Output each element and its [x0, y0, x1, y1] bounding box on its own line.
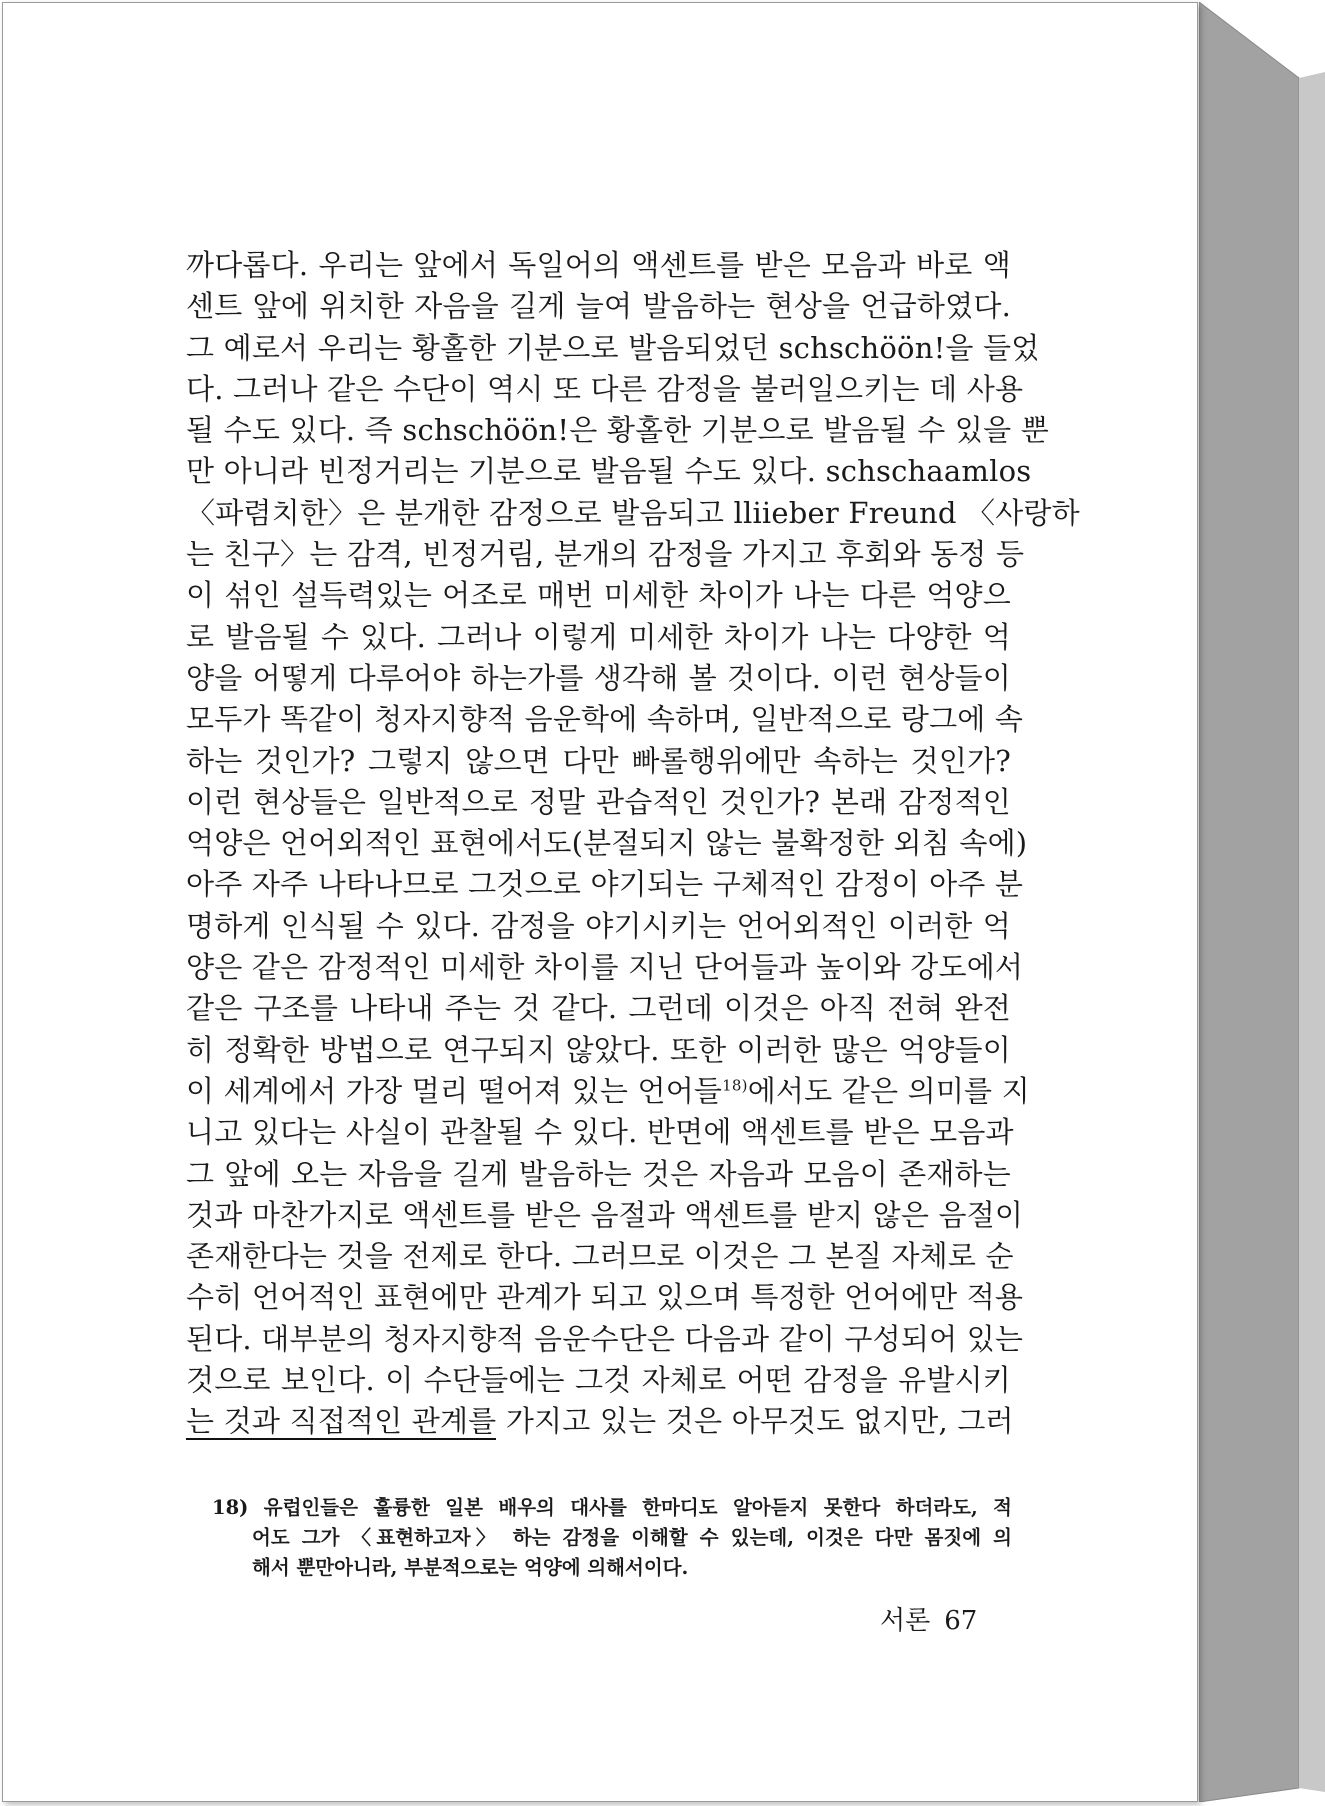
text-line: 것과 마찬가지로 액센트를 받은 음절과 액센트를 받지 않은 음절이: [186, 1197, 1024, 1232]
text-fragment: 에서도 같은 의미를 지: [747, 1073, 1030, 1108]
footnote-reference[interactable]: 18): [722, 1076, 748, 1095]
text-line: 명하게 인식될 수 있다. 감정을 야기시키는 언어외적인 이러한 억: [186, 908, 1011, 943]
footnote-marker: 18): [212, 1496, 249, 1519]
text-line: 것으로 보인다. 이 수단들에는 그것 자체로 어떤 감정을 유발시키: [186, 1363, 1011, 1398]
text-line: 양은 같은 감정적인 미세한 차이를 지닌 단어들과 높이와 강도에서: [186, 950, 1024, 985]
text-line: 다. 그러나 같은 수단이 역시 또 다른 감정을 불러일으키는 데 사용: [186, 371, 1024, 406]
text-line: 억양은 언어외적인 표현에서도(분절되지 않는 불확정한 외침 속에): [186, 826, 1028, 861]
footnote-line: 어도 그가 〈표현하고자〉 하는 감정을 이해할 수 있는데, 이것은 다만 몸짓에 의: [252, 1526, 1012, 1549]
text-line: 된다. 대부분의 청자지향적 음운수단은 다음과 같이 구성되어 있는: [186, 1321, 1024, 1356]
text-line: 아주 자주 나타나므로 그것으로 야기되는 구체적인 감정이 아주 분: [186, 867, 1024, 902]
underlined-phrase: 는 것과 직접적인 관계를: [186, 1404, 497, 1439]
text-line: 만 아니라 빈정거리는 기분으로 발음될 수도 있다. schschaamlos: [186, 454, 1032, 489]
text-line: 될 수도 있다. 즉 schschöön!은 황홀한 기분으로 발음될 수 있을 뿐: [186, 413, 1049, 448]
text-line: 존재한다는 것을 전제로 한다. 그러므로 이것은 그 본질 자체로 순: [186, 1239, 1014, 1274]
footnote-line: 해서 뿐만아니라, 부분적으로는 억양에 의해서이다.: [252, 1556, 689, 1579]
text-line: 같은 구조를 나타내 주는 것 같다. 그런데 이것은 아직 전혀 완전: [186, 991, 1011, 1026]
body-text: [186, 245, 1080, 1443]
text-line: 양을 어떻게 다루어야 하는가를 생각해 볼 것이다. 이런 현상들이: [186, 660, 1011, 695]
footnote: [212, 1493, 1012, 1583]
section-name: 서론: [880, 1606, 931, 1636]
footnote-text: 유럽인들은 훌륭한 일본 배우의 대사를 한마디도 알아듣지 못한다 하더라도, 적: [263, 1496, 1012, 1519]
text-line: 히 정확한 방법으로 연구되지 않았다. 또한 이러한 많은 억양들이: [186, 1032, 1011, 1067]
page-footer: [880, 1600, 977, 1637]
text-line: 수히 언어적인 표현에만 관계가 되고 있으며 특정한 언어에만 적용: [186, 1280, 1024, 1315]
text-line: 하는 것인가? 그렇지 않으면 다만 빠롤행위에만 속하는 것인가?: [186, 743, 1011, 778]
text-line: 〈파렴치한〉은 분개한 감정으로 발음되고 lliieber Freund 〈사랑하: [186, 495, 1080, 530]
page-number: 67: [944, 1606, 978, 1636]
text-fragment: 가지고 있는 것은 아무것도 없지만, 그러: [496, 1404, 1014, 1439]
text-line: 이 섞인 설득력있는 어조로 매번 미세한 차이가 나는 다른 억양으: [186, 578, 1011, 613]
text-line: 센트 앞에 위치한 자음을 길게 늘여 발음하는 현상을 언급하였다.: [186, 289, 1011, 324]
text-fragment: 이 세계에서 가장 멀리 떨어져 있는 언어들: [186, 1073, 723, 1108]
text-line: 까다롭다. 우리는 앞에서 독일어의 액센트를 받은 모음과 바로 액: [186, 248, 1011, 282]
text-line: 그 예로서 우리는 황홀한 기분으로 발음되었던 schschöön!을 들었: [186, 330, 1040, 365]
text-line: 는 친구〉는 감격, 빈정거림, 분개의 감정을 가지고 후회와 동정 등: [186, 537, 1025, 572]
footnote-line: [212, 1493, 1012, 1523]
text-line: 그 앞에 오는 자음을 길게 발음하는 것은 자음과 모음이 존재하는: [186, 1156, 1011, 1191]
text-line: 니고 있다는 사실이 관찰될 수 있다. 반면에 액센트를 받은 모음과: [186, 1115, 1014, 1150]
text-line: 모두가 똑같이 청자지향적 음운학에 속하며, 일반적으로 랑그에 속: [186, 702, 1024, 737]
text-line: 이런 현상들은 일반적으로 정말 관습적인 것인가? 본래 감정적인: [186, 784, 1011, 819]
text-line-underlined: [186, 1401, 1014, 1442]
book-spine: [1199, 2, 1325, 1802]
text-line-with-footnote: [186, 1071, 1030, 1112]
text-line: 로 발음될 수 있다. 그러나 이렇게 미세한 차이가 나는 다양한 억: [186, 619, 1011, 654]
